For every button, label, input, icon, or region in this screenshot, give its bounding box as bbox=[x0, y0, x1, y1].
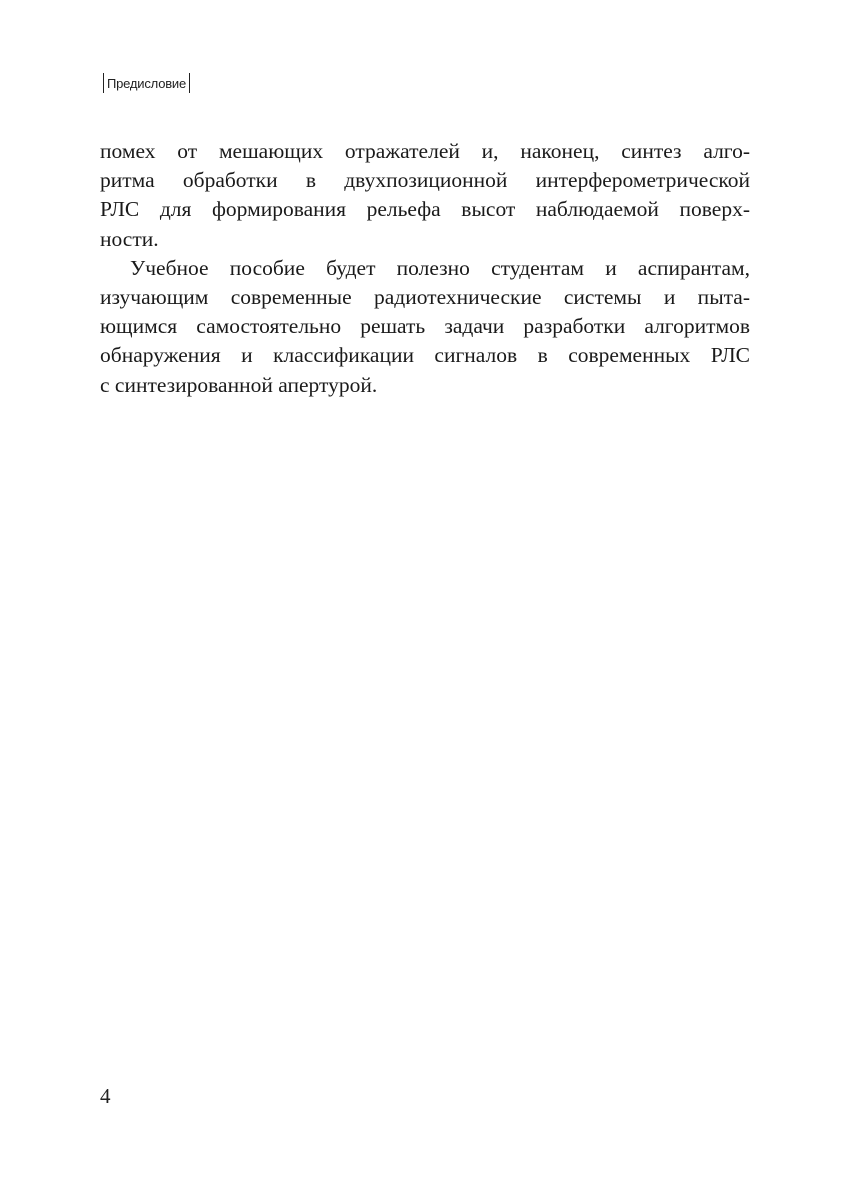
paragraph-line: обнаружения и классификации сигналов в современных РЛС bbox=[100, 343, 750, 368]
paragraph-line: ритма обработки в двухпозиционной интерферометрической bbox=[100, 168, 750, 193]
paragraph-line: изучающим современные радиотехнические системы и пыта- bbox=[100, 285, 750, 310]
paragraph-line: ности. bbox=[100, 226, 159, 251]
page-body bbox=[100, 137, 750, 400]
paragraph-1 bbox=[100, 137, 750, 254]
paragraph-line: РЛС для формирования рельефа высот наблюдаемой поверх- bbox=[100, 197, 750, 222]
running-head-right-rule bbox=[189, 73, 190, 93]
running-head-title: Предисловие bbox=[107, 75, 187, 91]
paragraph-line: помех от мешающих отражателей и, наконец, синтез алго- bbox=[100, 139, 750, 163]
running-head bbox=[100, 72, 193, 94]
page-number: 4 bbox=[100, 1084, 111, 1108]
paragraph-2 bbox=[100, 254, 750, 400]
paragraph-line: ющимся самостоятельно решать задачи разработки алгоритмов bbox=[100, 314, 750, 339]
paragraph-line: Учебное пособие будет полезно студентам и аспирантам, bbox=[130, 255, 750, 280]
paragraph-line: с синтезированной апертурой. bbox=[100, 372, 378, 397]
running-head-left-rule bbox=[103, 73, 104, 93]
